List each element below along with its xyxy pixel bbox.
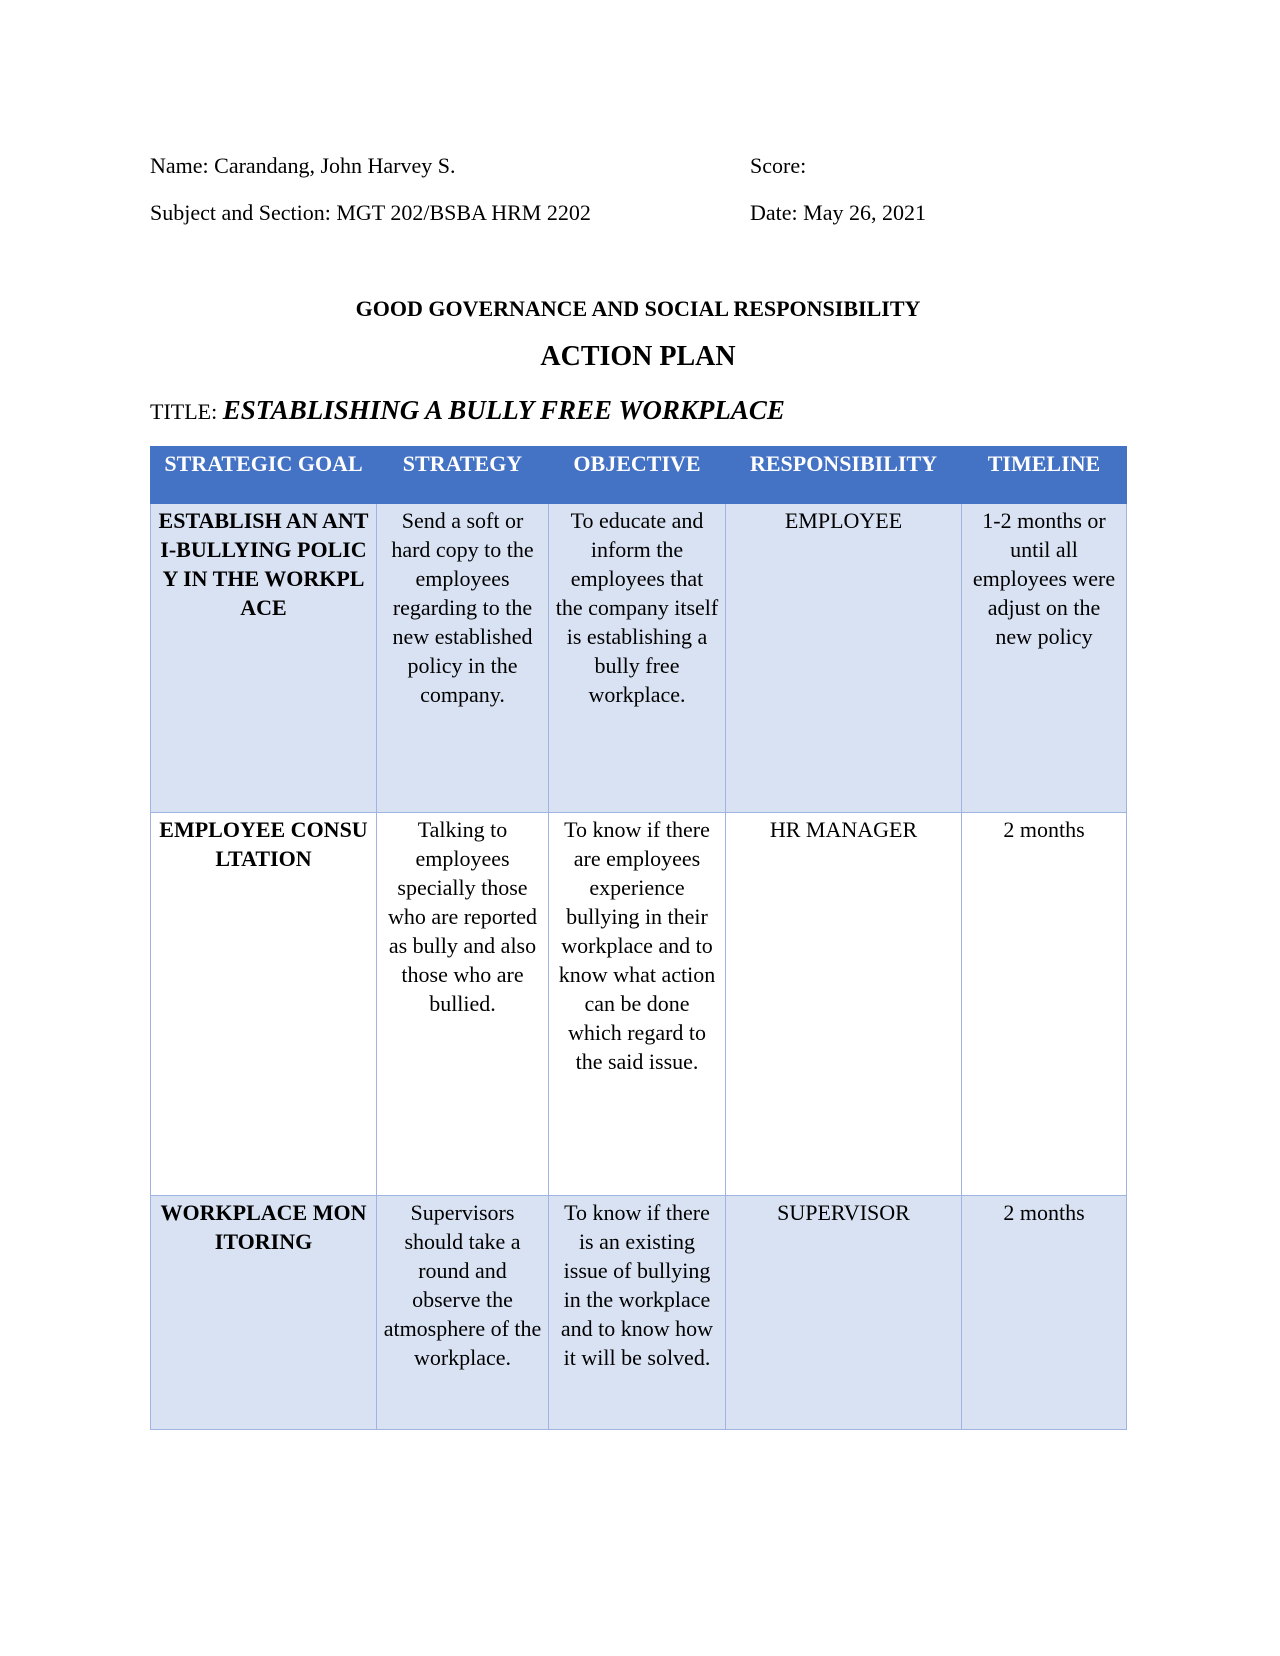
table-row bbox=[151, 1196, 1127, 1430]
timeline-cell: 2 months bbox=[962, 813, 1127, 1196]
table-header-row bbox=[151, 447, 1127, 504]
strategy-cell: Talking to employees specially those who are reported as bully and also those who are bullied. bbox=[377, 813, 549, 1196]
strategy-cell: Send a soft or hard copy to the employees regarding to the new established policy in the company. bbox=[377, 504, 549, 813]
subject-value: MGT 202/BSBA HRM 2202 bbox=[336, 200, 591, 225]
objective-cell: To know if there are employees experience bullying in their workplace and to know what action can be done which regard to the said issue. bbox=[549, 813, 726, 1196]
header-objective: OBJECTIVE bbox=[549, 447, 726, 504]
objective-cell: To know if there is an existing issue of bullying in the workplace and to know how it will be solved. bbox=[549, 1196, 726, 1430]
objective-cell: To educate and inform the employees that the company itself is establishing a bully free workplace. bbox=[549, 504, 726, 813]
timeline-cell: 1-2 months or until all employees were adjust on the new policy bbox=[962, 504, 1127, 813]
responsibility-cell: HR MANAGER bbox=[726, 813, 962, 1196]
goal-cell: EMPLOYEE CONSULTATION bbox=[151, 813, 377, 1196]
date-value: May 26, 2021 bbox=[803, 200, 926, 225]
name-label: Name: bbox=[150, 153, 209, 178]
name-value: Carandang, John Harvey S. bbox=[214, 153, 456, 178]
date-label: Date: bbox=[750, 200, 798, 225]
table-row bbox=[151, 813, 1127, 1196]
subject-section bbox=[150, 200, 591, 226]
responsibility-cell: EMPLOYEE bbox=[726, 504, 962, 813]
score bbox=[750, 153, 806, 179]
goal-cell: WORKPLACE MONITORING bbox=[151, 1196, 377, 1430]
header-responsibility: RESPONSIBILITY bbox=[726, 447, 962, 504]
action-plan-table bbox=[150, 446, 1127, 1430]
header-strategic-goal: STRATEGIC GOAL bbox=[151, 447, 377, 504]
document-title bbox=[150, 395, 785, 426]
header-timeline: TIMELINE bbox=[962, 447, 1127, 504]
student-name bbox=[150, 153, 456, 179]
title-label: TITLE: bbox=[150, 399, 218, 424]
table-row bbox=[151, 504, 1127, 813]
strategy-cell: Supervisors should take a round and observe the atmosphere of the workplace. bbox=[377, 1196, 549, 1430]
goal-cell: ESTABLISH AN ANTI-BULLYING POLICY IN THE WORKPLACE bbox=[151, 504, 377, 813]
header-strategy: STRATEGY bbox=[377, 447, 549, 504]
plan-title: ACTION PLAN bbox=[540, 341, 736, 372]
timeline-cell: 2 months bbox=[962, 1196, 1127, 1430]
date bbox=[750, 200, 926, 226]
responsibility-cell: SUPERVISOR bbox=[726, 1196, 962, 1430]
subject-label: Subject and Section: bbox=[150, 200, 331, 225]
title-value: ESTABLISHING A BULLY FREE WORKPLACE bbox=[222, 395, 785, 425]
score-label: Score: bbox=[750, 153, 807, 178]
course-title: GOOD GOVERNANCE AND SOCIAL RESPONSIBILITY bbox=[355, 296, 921, 321]
